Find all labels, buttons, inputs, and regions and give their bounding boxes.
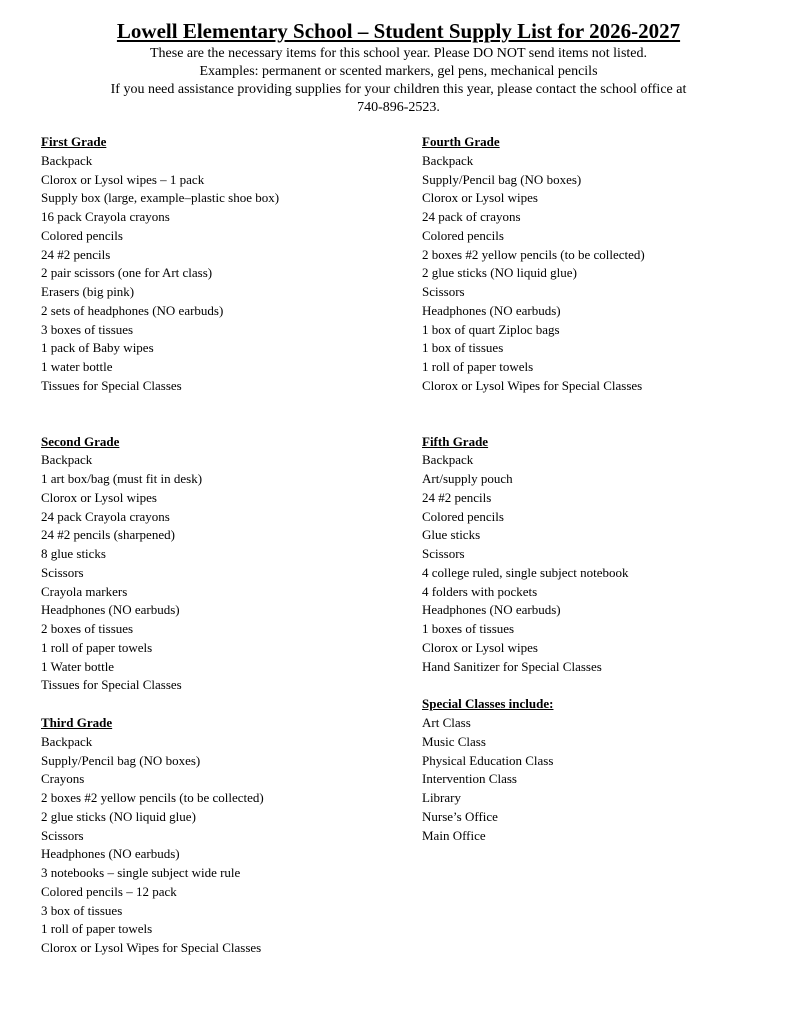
list-item: Art/supply pouch	[422, 471, 513, 486]
list-item: Colored pencils – 12 pack	[41, 883, 177, 899]
list-item: Clorox or Lysol wipes	[422, 639, 538, 655]
special-classes-section	[422, 695, 782, 845]
intro-line-4: 740-896-2523.	[357, 100, 440, 115]
first-grade-heading: First Grade	[41, 134, 107, 149]
list-item: 2 sets of headphones (NO earbuds)	[41, 302, 224, 318]
list-item: 2 pair scissors (one for Art class)	[41, 265, 213, 281]
list-item: Scissors	[41, 564, 84, 580]
list-item: Clorox or Lysol wipes – 1 pack	[41, 171, 205, 187]
list-item: Tissues for Special Classes	[41, 377, 182, 393]
list-item: Glue sticks	[422, 527, 481, 543]
list-item: 1 roll of paper towels	[41, 639, 153, 655]
list-item: Supply/Pencil bag (NO boxes)	[422, 171, 582, 187]
list-item: Physical Education Class	[422, 752, 554, 768]
list-item: 1 water bottle	[41, 359, 113, 374]
list-item: Clorox or Lysol Wipes for Special Classes	[41, 940, 262, 955]
left-column	[41, 133, 401, 958]
list-item: Scissors	[422, 284, 465, 299]
list-item: 24 #2 pencils	[422, 489, 492, 505]
second-grade-heading: Second Grade	[41, 433, 120, 449]
list-item: Supply box (large, example–plastic shoe box)	[41, 190, 280, 206]
list-item: 24 #2 pencils	[41, 246, 111, 262]
second-grade-section	[41, 433, 401, 696]
list-item: 8 glue sticks	[41, 546, 106, 561]
list-item: Nurse’s Office	[422, 808, 498, 824]
list-item: Colored pencils	[422, 508, 504, 524]
list-item: 1 art box/bag (must fit in desk)	[41, 471, 203, 486]
intro-line-1: These are the necessary items for this school year. Please DO NOT send items not listed.	[149, 46, 647, 61]
list-item: 2 glue sticks (NO liquid glue)	[422, 265, 577, 281]
list-item: 24 pack Crayola crayons	[41, 508, 170, 524]
list-item: Clorox or Lysol Wipes for Special Classes	[422, 377, 643, 393]
list-item: 24 pack of crayons	[422, 209, 521, 224]
list-item: Music Class	[422, 733, 486, 749]
list-item: Headphones (NO earbuds)	[41, 602, 180, 618]
section-spacer	[41, 695, 401, 714]
document-title: Lowell Elementary School – Student Supply List for 2026-2027	[116, 19, 681, 43]
intro-notice	[60, 45, 737, 117]
list-item: Supply/Pencil bag (NO boxes)	[41, 752, 201, 768]
list-item: Library	[422, 790, 461, 805]
list-item: Erasers (big pink)	[41, 284, 135, 299]
list-item: 2 boxes of tissues	[41, 621, 134, 636]
third-grade-heading: Third Grade	[41, 715, 113, 730]
list-item: 3 box of tissues	[41, 902, 123, 918]
fourth-grade-section	[422, 133, 782, 396]
intro-line-2: Examples: permanent or scented markers, gel pens, mechanical pencils	[199, 64, 598, 79]
list-item: 1 pack of Baby wipes	[41, 340, 154, 356]
list-item: 1 Water bottle	[41, 658, 115, 674]
list-item: 1 roll of paper towels	[41, 921, 153, 937]
third-grade-section	[41, 714, 401, 958]
fifth-grade-heading: Fifth Grade	[422, 433, 489, 449]
section-spacer	[422, 396, 782, 433]
list-item: 2 boxes #2 yellow pencils (to be collected)	[41, 790, 264, 805]
list-item: 1 boxes of tissues	[422, 621, 515, 636]
list-item: Hand Sanitizer for Special Classes	[422, 658, 602, 674]
list-item: 1 box of quart Ziploc bags	[422, 321, 560, 337]
right-column	[422, 133, 782, 845]
section-spacer	[422, 676, 782, 695]
list-item: Backpack	[41, 733, 93, 749]
list-item: Crayons	[41, 771, 85, 787]
list-item: Backpack	[422, 452, 474, 468]
fifth-grade-section	[422, 433, 782, 677]
list-item: Scissors	[422, 546, 465, 561]
list-item: 1 roll of paper towels	[422, 359, 534, 374]
list-item: 2 boxes #2 yellow pencils (to be collected)	[422, 246, 645, 262]
list-item: Backpack	[41, 152, 93, 168]
list-item: Headphones (NO earbuds)	[422, 302, 561, 318]
list-item: Backpack	[422, 152, 474, 168]
list-item: Clorox or Lysol wipes	[41, 489, 157, 505]
list-item: 1 box of tissues	[422, 340, 504, 356]
list-item: Scissors	[41, 827, 84, 843]
list-item: 16 pack Crayola crayons	[41, 209, 170, 224]
list-item: 24 #2 pencils (sharpened)	[41, 527, 175, 543]
list-item: Clorox or Lysol wipes	[422, 190, 538, 206]
list-item: 3 boxes of tissues	[41, 321, 134, 337]
fourth-grade-heading: Fourth Grade	[422, 134, 500, 149]
list-item: Art Class	[422, 715, 471, 730]
list-item: Colored pencils	[422, 227, 504, 243]
intro-line-3: If you need assistance providing supplies for your children this year, please contact the school office at	[110, 82, 687, 97]
list-item: Intervention Class	[422, 771, 517, 787]
first-grade-section	[41, 133, 401, 396]
special-classes-heading: Special Classes include:	[422, 696, 554, 712]
list-item: 3 notebooks – single subject wide rule	[41, 865, 241, 880]
list-item: 4 folders with pockets	[422, 583, 538, 599]
section-spacer	[41, 396, 401, 433]
list-item: Crayola markers	[41, 583, 128, 599]
list-item: Headphones (NO earbuds)	[422, 602, 561, 618]
list-item: 4 college ruled, single subject notebook	[422, 564, 629, 580]
list-item: Colored pencils	[41, 227, 123, 243]
list-item: Backpack	[41, 452, 93, 468]
list-item: Tissues for Special Classes	[41, 677, 182, 693]
list-item: Headphones (NO earbuds)	[41, 846, 180, 862]
list-item: Main Office	[422, 827, 486, 843]
list-item: 2 glue sticks (NO liquid glue)	[41, 808, 196, 824]
